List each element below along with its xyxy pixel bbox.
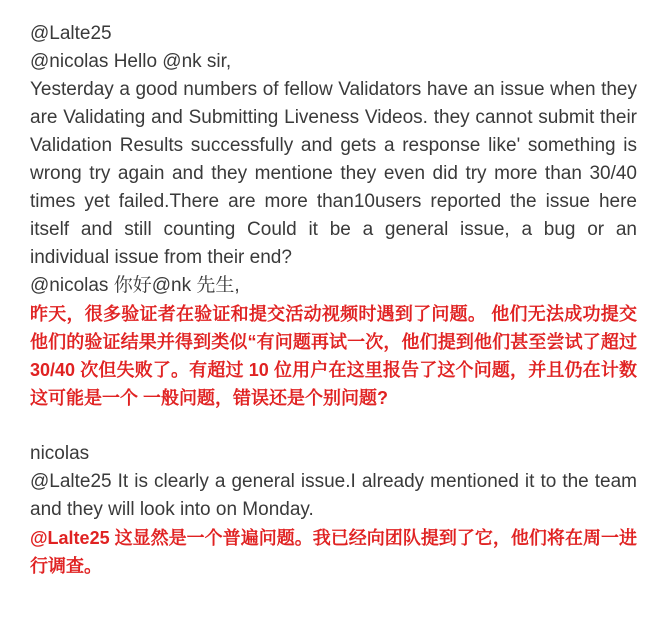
forum-message-2 (30, 440, 637, 580)
message2-author: nicolas (30, 443, 90, 464)
message2-body-en: @Lalte25 It is clearly a general issue.I already mentioned it to the team and they will look into on Monday. (30, 471, 637, 520)
message1-greeting-en: @nicolas Hello @nk sir, (30, 51, 232, 72)
message1-author-mention: @Lalte25 (30, 23, 112, 44)
forum-message-1 (30, 20, 637, 412)
message2-translation-zh: @Lalte25 这显然是一个普遍问题。我已经向团队提到了它，他们将在周一进行调查。 (30, 528, 637, 576)
message-gap (30, 412, 637, 440)
message1-body-en: Yesterday a good numbers of fellow Validators have an issue when they are Validating and Submitting Liveness Videos. they cannot submit their Validation Results successfully and gets a response like' something is wrong try again and they mentione they even did try more than 30/40 times yet failed.There are more than10users reported the issue here itself and still counting Could it be a general issue, a bug or an individual issue from their end? (30, 79, 637, 268)
message1-translation-zh: 昨天，很多验证者在验证和提交活动视频时遇到了问题。 他们无法成功提交他们的验证结果并得到类似“有问题再试一次，他们提到他们甚至尝试了超过 30/40 次但失败了。有超过 10 位用户在这里报告了这个问题，并且仍在计数这可能是一个 一般问题，错误还是个别问题? (30, 304, 637, 408)
message1-greeting-zh: @nicolas 你好@nk 先生, (30, 275, 240, 296)
